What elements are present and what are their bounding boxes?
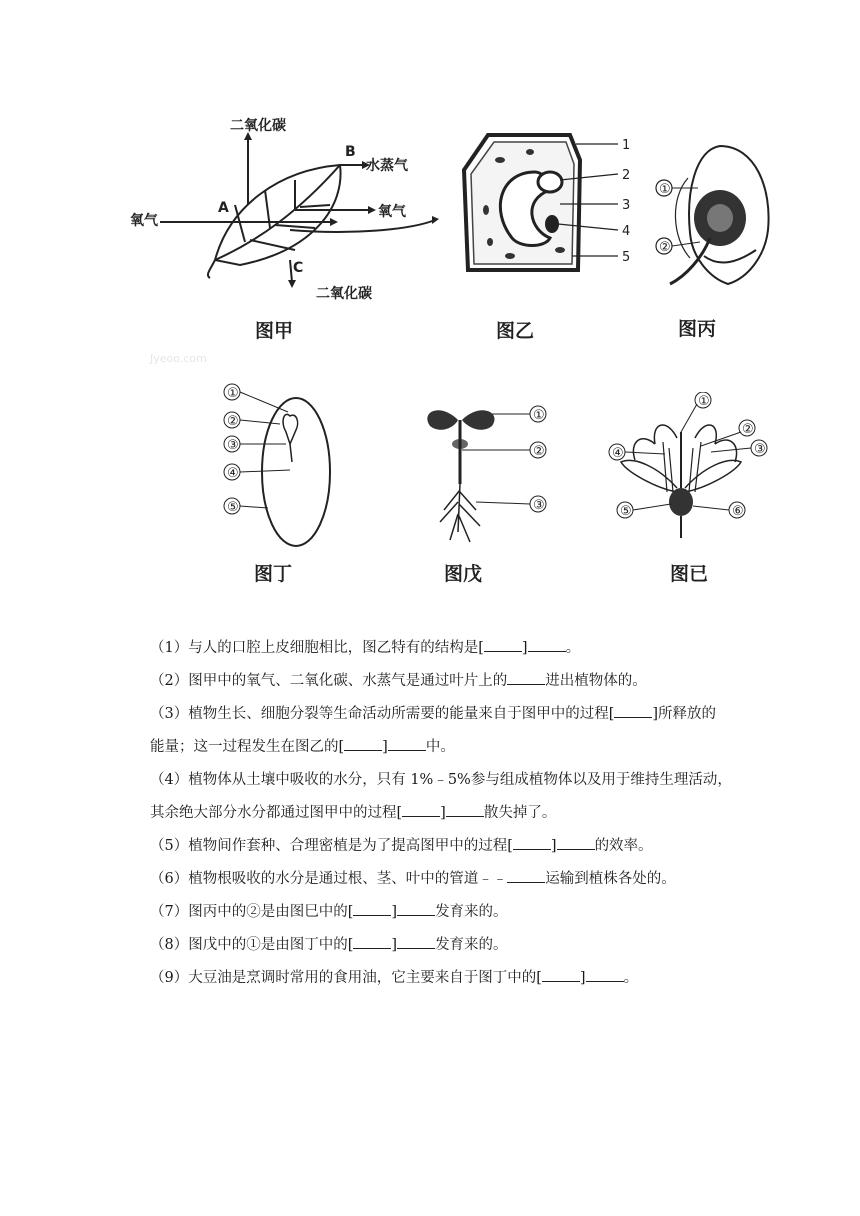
- answer-blank[interactable]: [586, 967, 624, 982]
- ding-number-1: ①: [227, 386, 239, 401]
- wu-number-1: ①: [533, 408, 545, 423]
- ding-number-5: ⑤: [227, 500, 239, 515]
- ji-number-5: ⑤: [620, 504, 632, 519]
- figure-bing-caption: 图丙: [678, 318, 717, 340]
- answer-blank[interactable]: [542, 967, 580, 982]
- wu-number-3: ③: [533, 498, 545, 513]
- jia-label-C: C: [293, 260, 304, 276]
- figure-bing-fruit: [650, 138, 790, 298]
- answer-blank[interactable]: [557, 835, 595, 850]
- question-2: （2）图甲中的氧气、二氧化碳、水蒸气是通过叶片上的 进出植物体的。: [150, 665, 710, 698]
- yi-number-2: 2: [622, 168, 631, 183]
- yi-number-3: 3: [622, 198, 631, 213]
- question-4-line-1: （4）植物体从土壤中吸收的水分，只有 1%﹣5%参与组成植物体以及用于维持生理活动，: [150, 772, 732, 788]
- figure-yi-caption: 图乙: [496, 320, 535, 342]
- answer-blank[interactable]: [507, 670, 545, 685]
- ding-number-2: ②: [227, 414, 239, 429]
- figure-yi-cell: [460, 130, 620, 280]
- figure-ji-caption: 图已: [670, 563, 709, 585]
- question-9: （9）大豆油是烹调时常用的食用油，它主要来自于图丁中的[ ] 。: [150, 962, 710, 995]
- question-6: （6）植物根吸收的水分是通过根、茎、叶中的管道﹣﹣ 运输到植株各处的。: [150, 863, 710, 896]
- question-list: [150, 632, 732, 995]
- ding-number-3: ③: [227, 438, 239, 453]
- answer-blank[interactable]: [402, 802, 440, 817]
- figure-wu-caption: 图戊: [444, 563, 483, 585]
- figure-wu-seedling: [410, 392, 550, 552]
- figure-jia-leaf: [130, 110, 440, 300]
- answer-blank[interactable]: [344, 736, 382, 751]
- jia-label-A: A: [218, 200, 229, 216]
- ji-number-6: ⑥: [732, 504, 744, 519]
- bing-number-1: ①: [659, 182, 671, 197]
- figure-ji-flower: [595, 392, 775, 552]
- answer-blank[interactable]: [353, 934, 391, 949]
- watermark: Jyeoo.com: [150, 352, 207, 365]
- question-1: （1）与人的口腔上皮细胞相比，图乙特有的结构是[ ] 。: [150, 632, 710, 665]
- question-7: （7）图丙中的②是由图巳中的[ ] 发育来的。: [150, 896, 710, 929]
- ji-number-3: ③: [754, 442, 766, 457]
- answer-blank[interactable]: [484, 637, 522, 652]
- jia-label-B: B: [345, 144, 356, 160]
- figure-jia-caption: 图甲: [255, 320, 294, 342]
- answer-blank[interactable]: [397, 901, 435, 916]
- question-5: （5）植物间作套种、合理密植是为了提高图甲中的过程[ ] 的效率。: [150, 830, 710, 863]
- yi-number-5: 5: [622, 250, 631, 265]
- ji-number-2: ②: [742, 422, 754, 437]
- wu-number-2: ②: [533, 444, 545, 459]
- jia-label-oxygen-right: 氧气: [378, 204, 406, 220]
- jia-label-co2-top: 二氧化碳: [230, 118, 286, 134]
- answer-blank[interactable]: [528, 637, 566, 652]
- yi-number-1: 1: [622, 138, 631, 153]
- answer-blank[interactable]: [446, 802, 484, 817]
- answer-blank[interactable]: [507, 868, 545, 883]
- question-8: （8）图戊中的①是由图丁中的[ ] 发育来的。: [150, 929, 710, 962]
- answer-blank[interactable]: [614, 703, 652, 718]
- question-3-line-2: 能量；这一过程发生在图乙的[ ] 中。: [150, 731, 710, 764]
- answer-blank[interactable]: [397, 934, 435, 949]
- answer-blank[interactable]: [388, 736, 426, 751]
- jia-label-co2-bottom: 二氧化碳: [316, 286, 372, 300]
- figure-ding-caption: 图丁: [254, 563, 293, 585]
- jia-label-oxygen-left: 氧气: [130, 213, 158, 229]
- yi-number-4: 4: [622, 224, 631, 239]
- question-4-line-2: 其余绝大部分水分都通过图甲中的过程[ ] 散失掉了。: [150, 797, 710, 830]
- ding-number-4: ④: [227, 466, 239, 481]
- figure-ding-seed: [220, 382, 340, 552]
- figure-area: [130, 110, 790, 610]
- question-3-line-1: （3）植物生长、细胞分裂等生命活动所需要的能量来自于图甲中的过程[ ]所释放的: [150, 698, 710, 731]
- bing-number-2: ②: [659, 240, 671, 255]
- answer-blank[interactable]: [513, 835, 551, 850]
- jia-label-water-vapor: 水蒸气: [366, 158, 408, 174]
- figure-yi-numbers: [620, 130, 640, 280]
- ji-number-4: ④: [612, 446, 624, 461]
- answer-blank[interactable]: [353, 901, 391, 916]
- ji-number-1: ①: [698, 394, 710, 409]
